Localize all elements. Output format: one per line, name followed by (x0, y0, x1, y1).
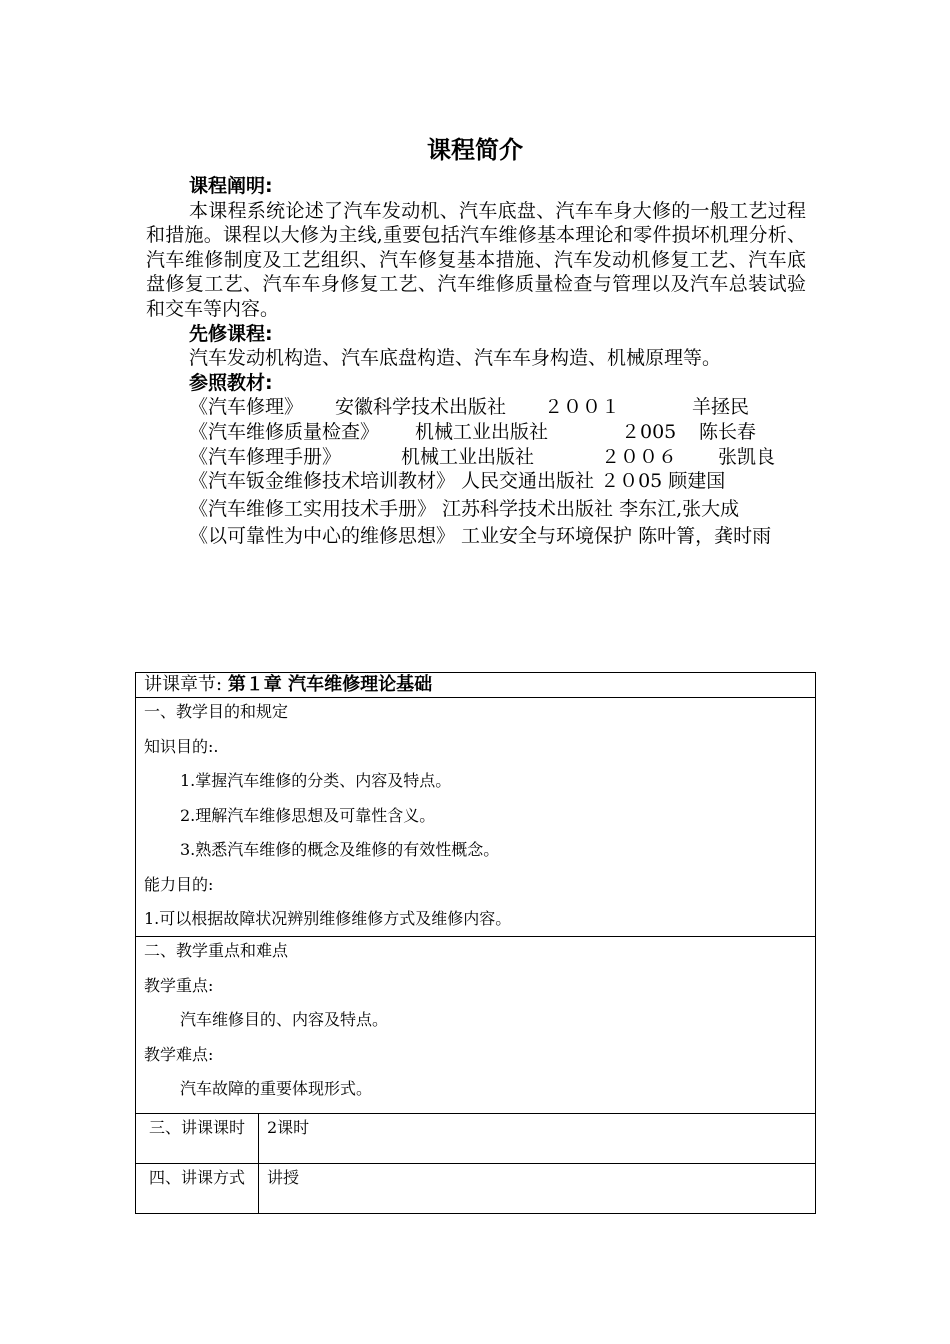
course-intro (146, 174, 806, 549)
chapter-name: 第１章 汽车维修理论基础 (227, 674, 433, 695)
difficulty-text: 汽车故障的重要体现形式。 (180, 1079, 373, 1098)
section-heading: 二、教学重点和难点 (144, 941, 289, 960)
chapter-label: 讲课章节: (144, 674, 223, 695)
book-title: 《汽车维修质量检查》 (189, 420, 380, 443)
chapter-table (135, 672, 816, 1214)
book-author: 陈长春 (699, 420, 757, 443)
book-publisher: 机械工业出版社 (415, 420, 549, 443)
books-heading: 参照教材: (189, 371, 273, 394)
book-year: ２００６ (601, 445, 678, 468)
knowledge-heading: 知识目的:. (144, 736, 219, 756)
book-item: 《汽车维修工实用技术手册》 江苏科学技术出版社 李东江,张大成 (189, 497, 740, 520)
chapter-title-cell (136, 673, 816, 698)
keypoints-row (136, 937, 816, 1114)
method-label: 四、讲课方式 (136, 1164, 259, 1214)
key-heading: 教学重点: (144, 975, 214, 995)
hours-row (136, 1114, 816, 1164)
hours-label: 三、讲课课时 (136, 1114, 259, 1164)
book-year: ２005 (621, 420, 677, 443)
book-item (146, 420, 806, 445)
objectives-row (136, 698, 816, 937)
book-item (146, 395, 806, 420)
method-value: 讲授 (259, 1164, 816, 1214)
prereq-heading: 先修课程: (189, 322, 273, 345)
section-heading: 一、教学目的和规定 (144, 702, 289, 721)
book-author: 羊拯民 (692, 396, 750, 419)
book-publisher: 安徽科学技术出版社 (335, 396, 507, 419)
book-title: 《汽车修理》 (189, 396, 304, 419)
book-author: 张凯良 (718, 445, 776, 468)
knowledge-item: 3.熟悉汽车维修的概念及维修的有效性概念。 (180, 840, 500, 859)
page-title: 课程简介 (427, 136, 523, 164)
explain-paragraph: 本课程系统论述了汽车发动机、汽车底盘、汽车车身大修的一般工艺过程和措施。课程以大修为主线,重要包括汽车维修基本理论和零件损坏机理分析、汽车维修制度及工艺组织、汽车修复基本措施、汽车发动机修复工艺、汽车底盘修复工艺、汽车车身修复工艺、汽车维修质量检查与管理以及汽车总装试验和交车等内容。 (146, 199, 806, 320)
prereq-paragraph: 汽车发动机构造、汽车底盘构造、汽车车身构造、机械原理等。 (189, 347, 722, 370)
book-item (146, 445, 806, 470)
keypoints-cell (136, 937, 816, 1114)
key-text: 汽车维修目的、内容及特点。 (180, 1010, 389, 1029)
book-year: ２００１ (544, 396, 621, 419)
explain-heading: 课程阐明: (189, 175, 273, 197)
book-title: 《汽车修理手册》 (189, 445, 342, 468)
knowledge-item: 2.理解汽车维修思想及可靠性含义。 (180, 805, 436, 825)
book-item: 《汽车钣金维修技术培训教材》 人民交通出版社 ２０05 顾建国 (189, 470, 726, 493)
objectives-cell (136, 698, 816, 937)
hours-value: 2课时 (259, 1114, 816, 1164)
knowledge-item: 1.掌握汽车维修的分类、内容及特点。 (180, 771, 452, 790)
book-item: 《以可靠性为中心的维修思想》 工业安全与环境保护 陈叶箐，龚时雨 (189, 525, 772, 548)
ability-item: 1.可以根据故障状况辨别维修维修方式及维修内容。 (144, 909, 512, 928)
difficulty-heading: 教学难点: (144, 1044, 214, 1064)
ability-heading: 能力目的: (144, 874, 214, 894)
chapter-title-row (136, 673, 816, 698)
book-publisher: 机械工业出版社 (401, 445, 535, 468)
method-row (136, 1164, 816, 1214)
